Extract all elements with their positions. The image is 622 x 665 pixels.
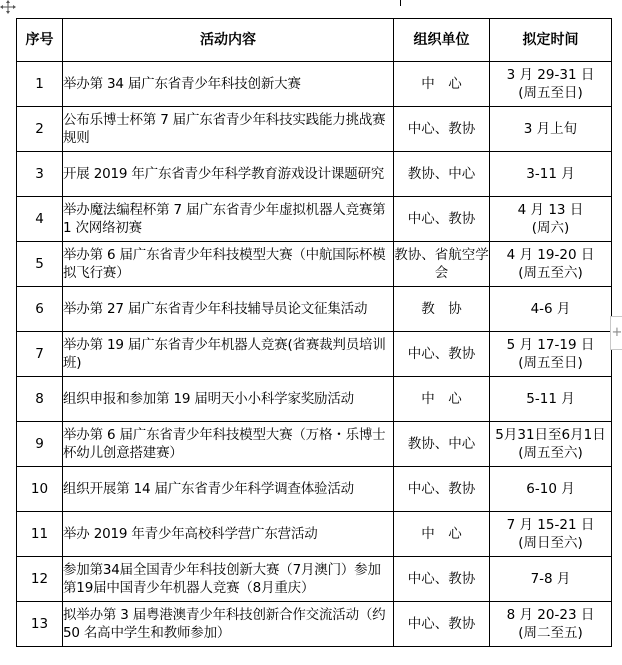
text-cursor — [400, 0, 401, 6]
organizer: 中心、教协 — [394, 107, 490, 152]
add-column-icon[interactable] — [610, 316, 622, 350]
activity-content: 举办第 34 届广东省青少年科技创新大赛 — [63, 62, 394, 107]
date-weekday: (周五至六) — [518, 445, 583, 461]
organizer: 中 心 — [394, 377, 490, 422]
scheduled-date — [490, 467, 612, 512]
date-line: 5月31日至6月1日 — [495, 427, 606, 443]
organizer: 中心、教协 — [394, 332, 490, 377]
header-org: 组织单位 — [394, 19, 490, 62]
row-number: 10 — [17, 467, 63, 512]
row-number: 13 — [17, 602, 63, 647]
organizer: 教协、中心 — [394, 152, 490, 197]
row-number: 6 — [17, 287, 63, 332]
scheduled-date — [490, 152, 612, 197]
date-line: 4-6 月 — [530, 301, 571, 317]
organizer: 中心、教协 — [394, 557, 490, 602]
organizer: 中心、教协 — [394, 197, 490, 242]
table-row — [17, 377, 612, 422]
organizer: 中 心 — [394, 512, 490, 557]
table-row — [17, 602, 612, 647]
scheduled-date — [490, 557, 612, 602]
row-number: 12 — [17, 557, 63, 602]
scheduled-date — [490, 287, 612, 332]
date-line: 3 月 29-31 日 — [506, 67, 595, 83]
activity-content: 组织申报和参加第 19 届明天小小科学家奖励活动 — [63, 377, 394, 422]
date-line: 6-10 月 — [526, 481, 575, 497]
row-number: 2 — [17, 107, 63, 152]
header-num: 序号 — [17, 19, 63, 62]
row-number: 7 — [17, 332, 63, 377]
scheduled-date — [490, 242, 612, 287]
table-row — [17, 332, 612, 377]
activity-content: 举办 2019 年青少年高校科学营广东营活动 — [63, 512, 394, 557]
row-number: 8 — [17, 377, 63, 422]
activity-content: 参加第34届全国青少年科技创新大赛（7月澳门）参加第19届中国青少年机器人竞赛（8月重庆） — [63, 557, 394, 602]
organizer: 中心、教协 — [394, 602, 490, 647]
date-line: 4 月 13 日 — [517, 202, 584, 218]
activity-content: 开展 2019 年广东省青少年科学教育游戏设计课题研究 — [63, 152, 394, 197]
organizer: 中心、教协 — [394, 467, 490, 512]
date-weekday: (周五至日) — [518, 355, 583, 371]
table-row — [17, 512, 612, 557]
date-weekday: (周六) — [531, 220, 570, 236]
date-weekday: (周日至六) — [518, 535, 583, 551]
header-content: 活动内容 — [63, 19, 394, 62]
organizer: 教协、省航空学会 — [394, 242, 490, 287]
scheduled-date — [490, 602, 612, 647]
table-row — [17, 287, 612, 332]
table-header-row — [17, 19, 612, 62]
table-move-handle-icon[interactable] — [0, 0, 16, 14]
scheduled-date — [490, 332, 612, 377]
activity-content: 举办第 6 届广东省青少年科技模型大赛（万格・乐博士杯幼儿创意搭建赛） — [63, 422, 394, 467]
table-row — [17, 242, 612, 287]
add-column-symbol: + — [611, 325, 622, 340]
scheduled-date — [490, 422, 612, 467]
date-line: 8 月 20-23 日 — [506, 607, 595, 623]
activity-content: 举办第 27 届广东省青少年科技辅导员论文征集活动 — [63, 287, 394, 332]
scheduled-date — [490, 107, 612, 152]
scheduled-date — [490, 512, 612, 557]
row-number: 1 — [17, 62, 63, 107]
organizer: 中 心 — [394, 62, 490, 107]
row-number: 11 — [17, 512, 63, 557]
row-number: 3 — [17, 152, 63, 197]
activity-content: 举办第 19 届广东省青少年机器人竞赛(省赛裁判员培训班) — [63, 332, 394, 377]
scheduled-date — [490, 377, 612, 422]
table-row — [17, 467, 612, 512]
table-row — [17, 422, 612, 467]
scheduled-date — [490, 62, 612, 107]
table-row — [17, 152, 612, 197]
activity-content: 拟举办第 3 届粤港澳青少年科技创新合作交流活动（约 50 名高中学生和教师参加） — [63, 602, 394, 647]
table-row — [17, 557, 612, 602]
date-weekday: (周五至六) — [518, 265, 583, 281]
date-line: 4 月 19-20 日 — [506, 247, 595, 263]
table-row — [17, 107, 612, 152]
date-line: 7 月 15-21 日 — [506, 517, 595, 533]
organizer: 教协、中心 — [394, 422, 490, 467]
activity-content: 举办魔法编程杯第 7 届广东省青少年虚拟机器人竞赛第 1 次网络初赛 — [63, 197, 394, 242]
row-number: 4 — [17, 197, 63, 242]
date-line: 3-11 月 — [526, 166, 575, 182]
activity-schedule-table — [16, 18, 612, 647]
organizer: 教 协 — [394, 287, 490, 332]
date-weekday: (周五至日) — [518, 85, 583, 101]
activity-content: 组织开展第 14 届广东省青少年科学调查体验活动 — [63, 467, 394, 512]
date-line: 7-8 月 — [530, 571, 571, 587]
activity-content: 公布乐博士杯第 7 届广东省青少年科技实践能力挑战赛规则 — [63, 107, 394, 152]
date-line: 5-11 月 — [526, 391, 575, 407]
date-weekday: (周二至五) — [518, 625, 583, 641]
scheduled-date — [490, 197, 612, 242]
row-number: 9 — [17, 422, 63, 467]
date-line: 5 月 17-19 日 — [506, 337, 595, 353]
header-date: 拟定时间 — [490, 19, 612, 62]
row-number: 5 — [17, 242, 63, 287]
date-line: 3 月上旬 — [523, 121, 578, 137]
activity-content: 举办第 6 届广东省青少年科技模型大赛（中航国际杯模拟飞行赛） — [63, 242, 394, 287]
table-row — [17, 197, 612, 242]
table-row — [17, 62, 612, 107]
